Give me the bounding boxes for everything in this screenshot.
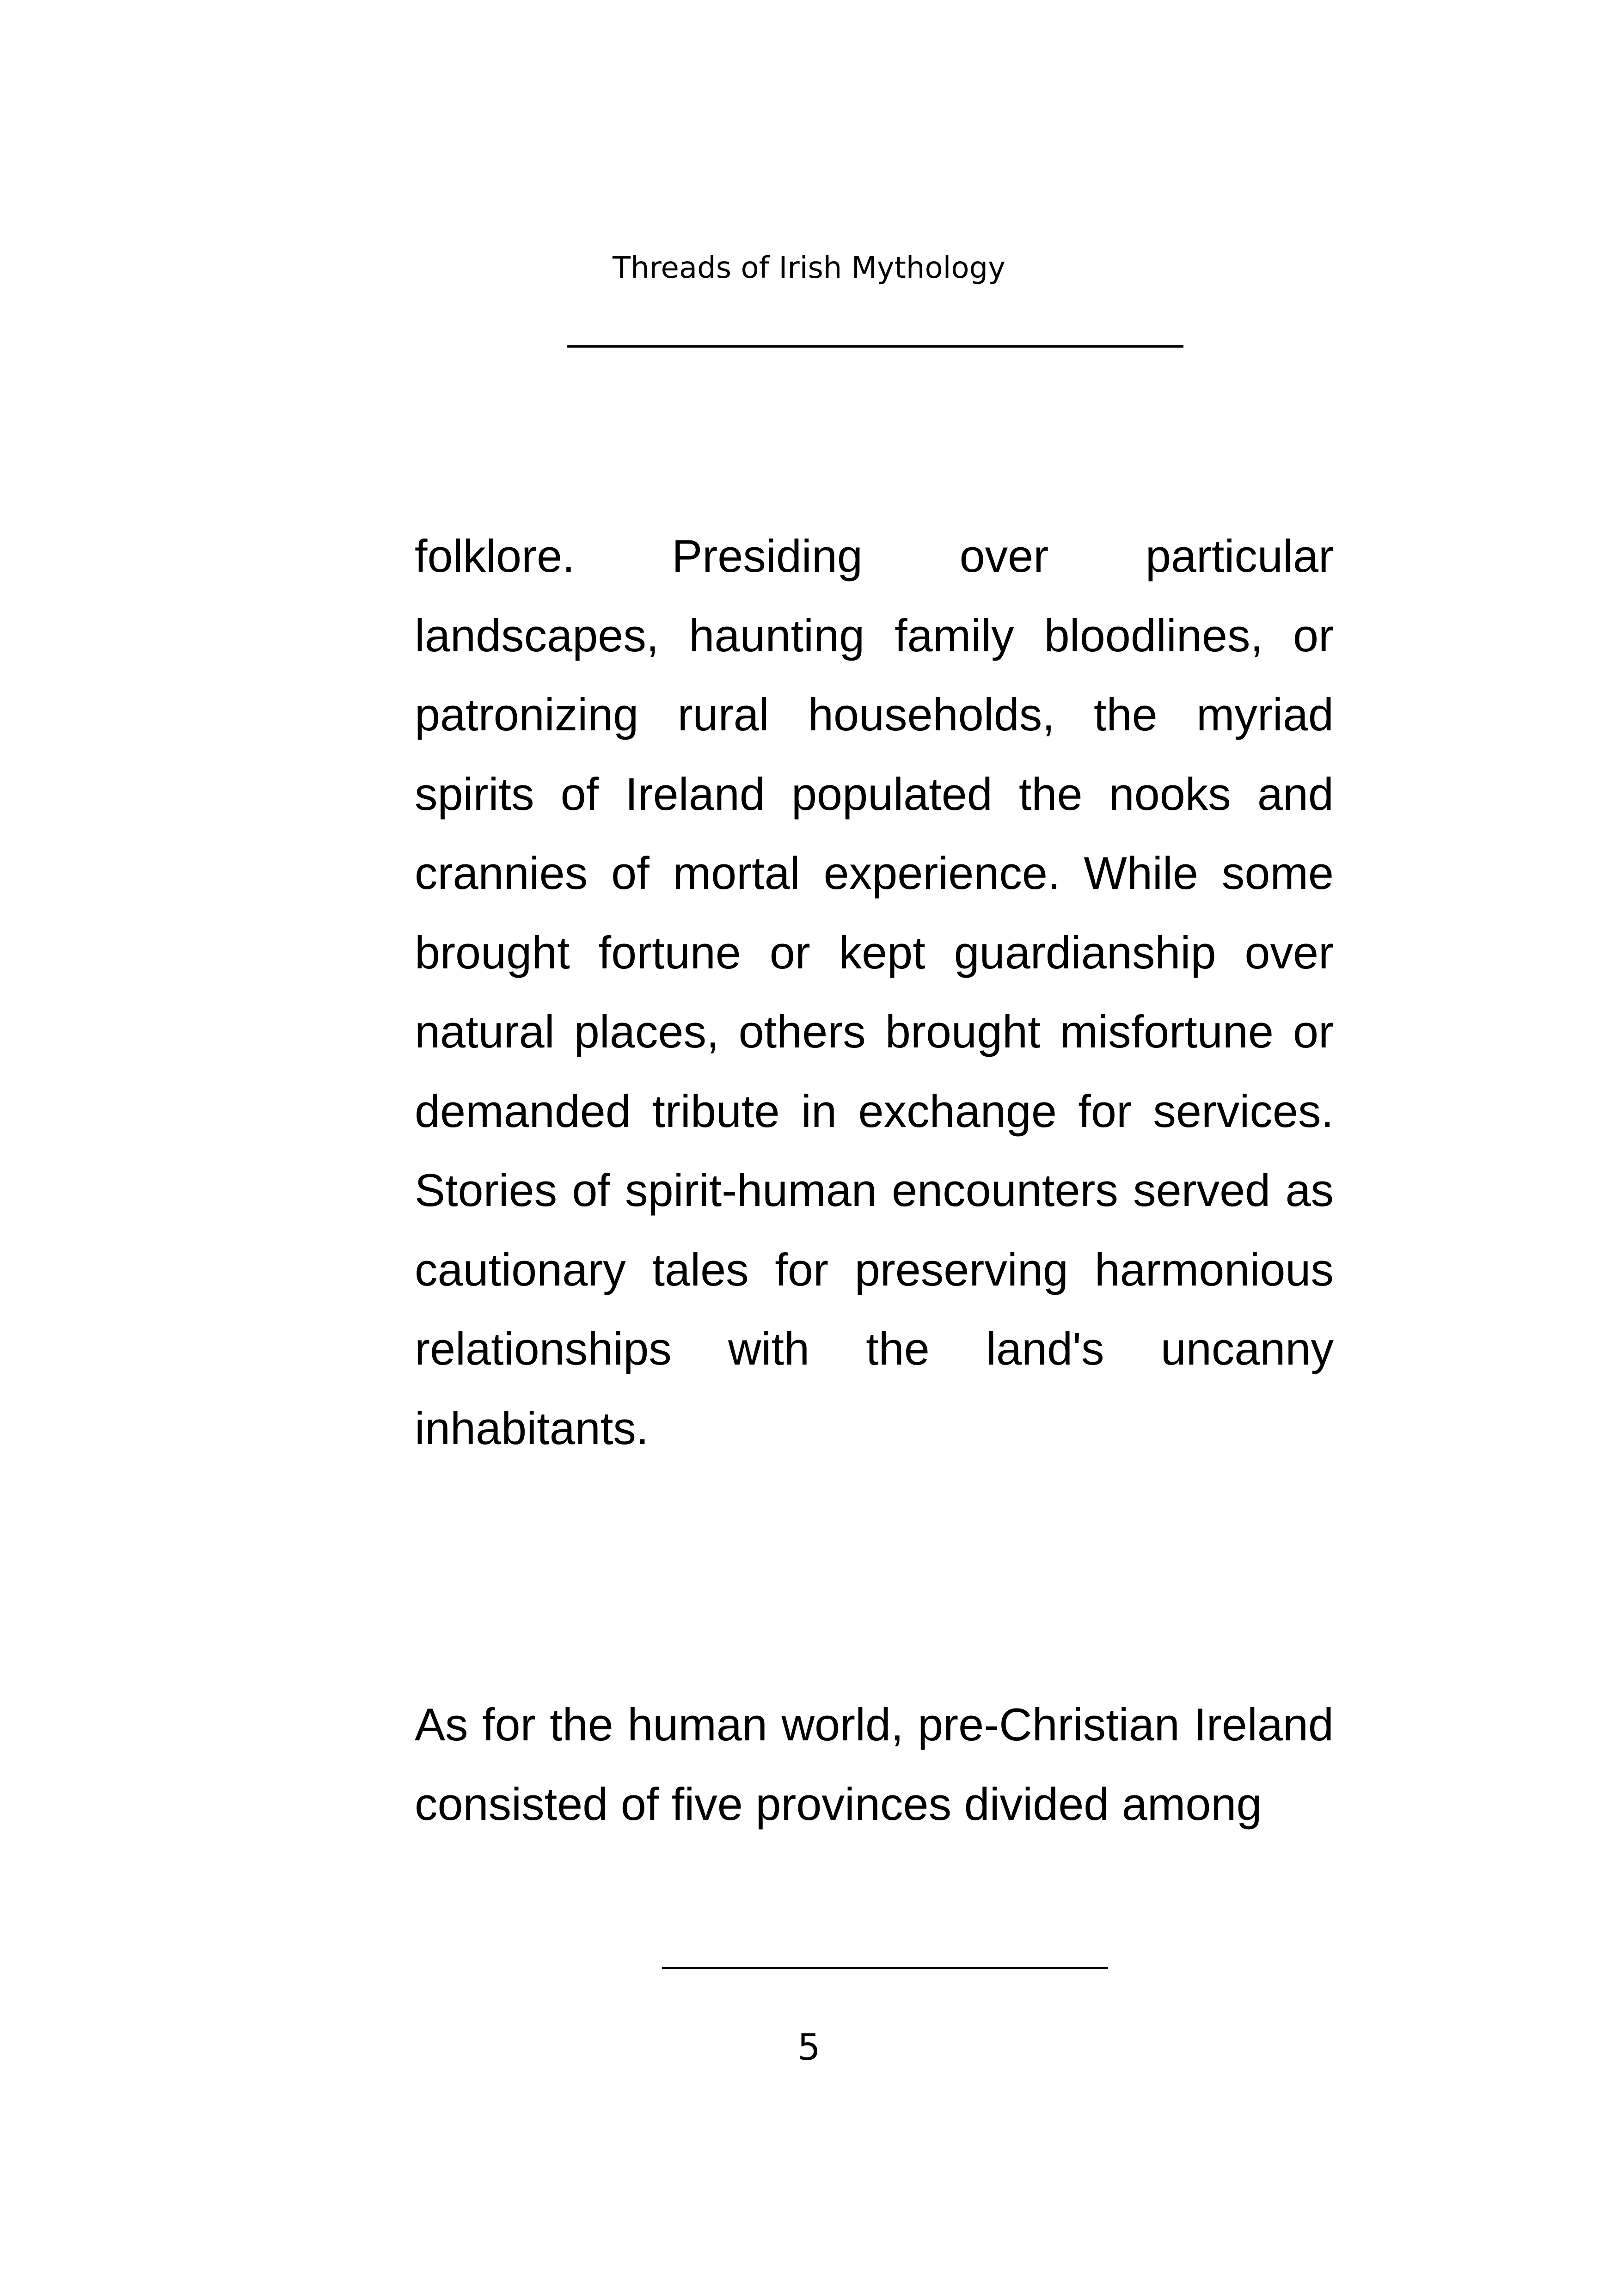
body-paragraph: As for the human world, pre-Christian Ireland consisted of five provinces divided among [415,1699,1334,1830]
header-divider [567,345,1183,348]
footer-divider [662,1967,1108,1969]
page-number: 5 [797,2027,821,2069]
running-header: Threads of Irish Mythology [612,251,1006,285]
body-paragraph: folklore. Presiding over particular landscapes, haunting family bloodlines, or patronizing rural households, the myriad spirits of Ireland populated the nooks and crannies of mortal experience. While some brought fortune or kept guardianship over natural places, others brought misfortune or demanded tribute in exchange for services. Stories of spirit-human encounters served as cautionary tales for preserving harmonious relationships with the land's uncanny inhabitants. [415,530,1334,1454]
